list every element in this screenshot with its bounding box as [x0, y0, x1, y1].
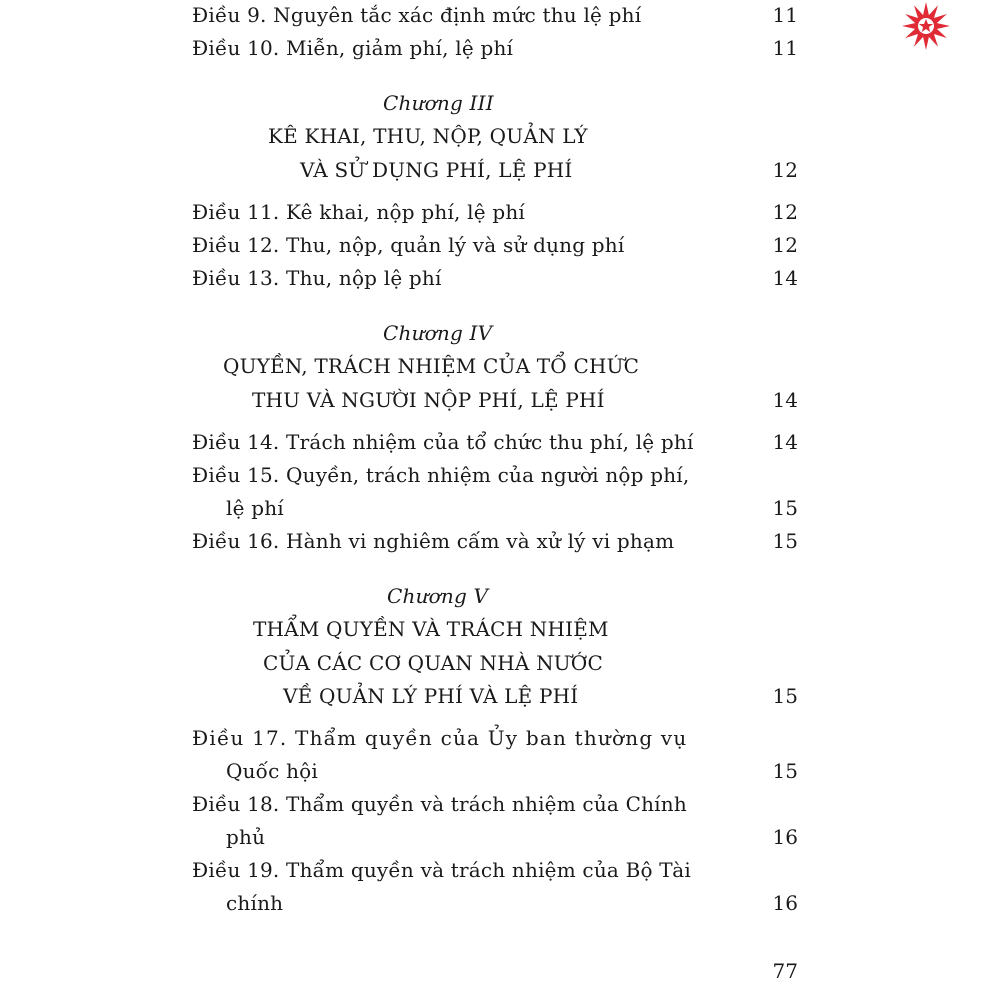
toc-page-dieu-13: 14 — [772, 266, 798, 290]
toc-page-dieu-17: 15 — [772, 759, 798, 783]
toc-page-dieu-10: 11 — [772, 36, 798, 60]
chapter-4-title-line1: QUYỀN, TRÁCH NHIỆM CỦA TỔ CHỨC — [223, 354, 640, 378]
toc-entry-dieu-14: Điều 14. Trách nhiệm của tổ chức thu phí, lệ phí — [192, 430, 694, 454]
toc-entry-dieu-17-line1: Điều 17. Thẩm quyền của Ủy ban thường vụ — [192, 726, 688, 750]
toc-entry-dieu-10: Điều 10. Miễn, giảm phí, lệ phí — [192, 36, 514, 60]
toc-entry-dieu-11: Điều 11. Kê khai, nộp phí, lệ phí — [192, 200, 526, 224]
toc-entry-dieu-17-line2: Quốc hội — [226, 759, 318, 783]
toc-page-dieu-14: 14 — [772, 430, 798, 454]
toc-page-dieu-18: 16 — [772, 825, 798, 849]
toc-page-dieu-16: 15 — [772, 529, 798, 553]
chapter-5-title-line2: CỦA CÁC CƠ QUAN NHÀ NƯỚC — [263, 651, 603, 675]
page-number: 77 — [772, 959, 798, 983]
toc-entry-dieu-19-line2: chính — [226, 891, 284, 915]
toc-entry-dieu-18-line2: phủ — [226, 825, 266, 849]
chapter-3-title-line2: VÀ SỬ DỤNG PHÍ, LỆ PHÍ — [300, 158, 573, 182]
toc-entry-dieu-15-line1: Điều 15. Quyền, trách nhiệm của người nộp phí, — [192, 463, 690, 487]
chapter-5-label: Chương V — [387, 584, 489, 608]
toc-page-dieu-9: 11 — [772, 3, 798, 27]
toc-entry-dieu-12: Điều 12. Thu, nộp, quản lý và sử dụng phí — [192, 233, 625, 257]
toc-entry-dieu-16: Điều 16. Hành vi nghiêm cấm và xử lý vi phạm — [192, 529, 675, 553]
toc-entry-dieu-19-line1: Điều 19. Thẩm quyền và trách nhiệm của Bộ Tài — [192, 858, 691, 882]
chapter-4-label: Chương IV — [383, 321, 493, 345]
chapter-5-title-line3: VỀ QUẢN LÝ PHÍ VÀ LỆ PHÍ — [283, 684, 579, 708]
toc-entry-dieu-13: Điều 13. Thu, nộp lệ phí — [192, 266, 442, 290]
chapter-3-label: Chương III — [383, 91, 494, 115]
chapter-3-page: 12 — [772, 158, 798, 182]
red-star-burst-icon — [900, 0, 952, 52]
chapter-5-title-line1: THẨM QUYỀN VÀ TRÁCH NHIỆM — [253, 617, 609, 641]
toc-page-dieu-11: 12 — [772, 200, 798, 224]
toc-entry-dieu-18-line1: Điều 18. Thẩm quyền và trách nhiệm của Chính — [192, 792, 687, 816]
toc-entry-dieu-9: Điều 9. Nguyên tắc xác định mức thu lệ phí — [192, 3, 642, 27]
chapter-4-title-line2: THU VÀ NGƯỜI NỘP PHÍ, LỆ PHÍ — [252, 388, 605, 412]
toc-page-dieu-15: 15 — [772, 496, 798, 520]
toc-page-dieu-12: 12 — [772, 233, 798, 257]
toc-entry-dieu-15-line2: lệ phí — [226, 496, 284, 520]
toc-page-dieu-19: 16 — [772, 891, 798, 915]
chapter-5-page: 15 — [772, 684, 798, 708]
chapter-4-page: 14 — [772, 388, 798, 412]
chapter-3-title-line1: KÊ KHAI, THU, NỘP, QUẢN LÝ — [268, 124, 588, 148]
